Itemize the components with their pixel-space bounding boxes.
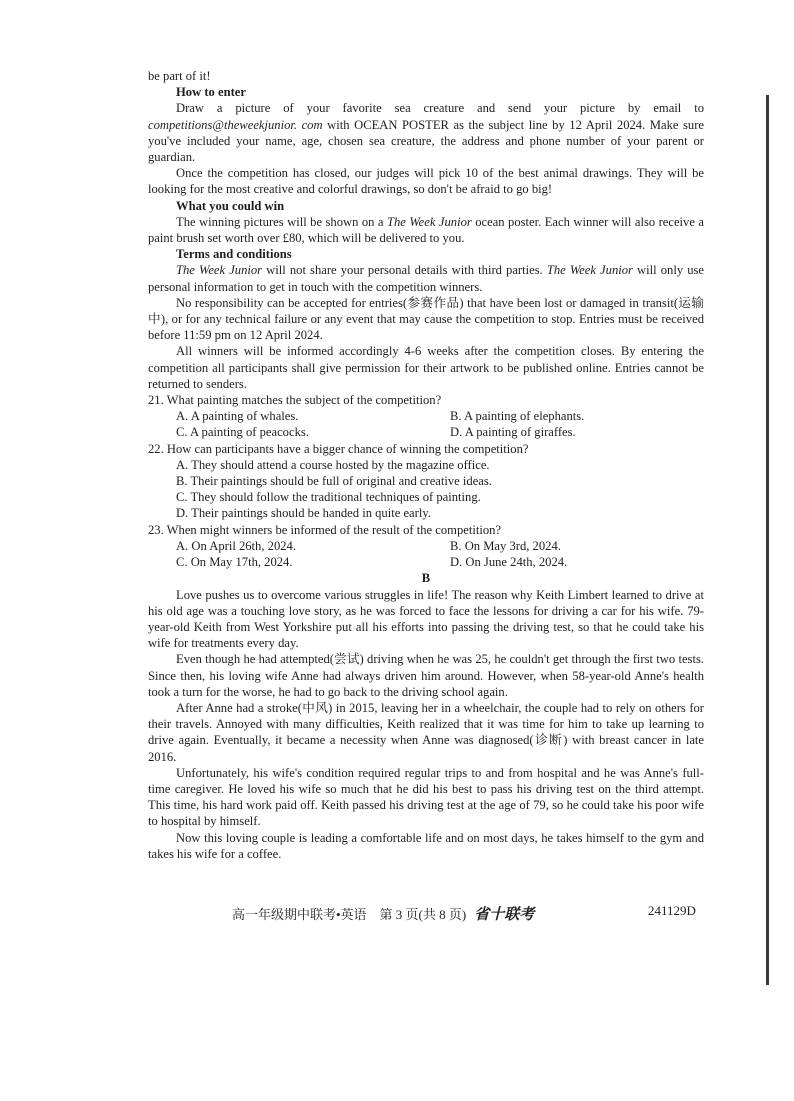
question-22-options xyxy=(148,457,704,522)
what-you-could-win-heading: What you could win xyxy=(176,198,285,213)
option: A. On April 26th, 2024. xyxy=(176,538,296,553)
competition-email: competitions@theweekjunior. com xyxy=(148,117,323,132)
option: C. On May 17th, 2024. xyxy=(176,555,293,570)
question-23-stem: 23. When might winners be informed of the result of the competition? xyxy=(148,522,502,537)
option: C. A painting of peacocks. xyxy=(176,425,309,440)
how-to-enter-paragraph-2: Once the competition has closed, our judges will pick 10 of the best animal drawings. They will be looking for the most creative and colorful drawings, so don't be afraid to go big! xyxy=(148,166,704,197)
scan-edge-line xyxy=(766,95,769,985)
question-21-options xyxy=(148,408,704,440)
option: D. On June 24th, 2024. xyxy=(450,555,568,570)
option: D. A painting of giraffes. xyxy=(450,425,576,440)
terms-heading: Terms and conditions xyxy=(176,247,292,262)
option: C. They should follow the traditional techniques of painting. xyxy=(176,490,481,505)
question-23-options xyxy=(148,538,704,570)
passage-b-paragraph: Love pushes us to overcome various struggles in life! The reason why Keith Limbert learned to drive at his old age was a touching love story, as he was forced to face the lessons for driving a car for his wife. 79-year-old Keith from West Yorkshire put all his efforts into passing the driving test, so that he could take his wife for treatments every day. xyxy=(148,587,704,651)
passage-b-paragraph: Now this loving couple is leading a comfortable life and on most days, he takes himself to the gym and takes his wife for a coffee. xyxy=(148,830,704,861)
option: A. A painting of whales. xyxy=(176,409,299,424)
question-21-stem: 21. What painting matches the subject of the competition? xyxy=(148,393,442,408)
option: B. On May 3rd, 2024. xyxy=(450,538,561,553)
option: D. Their paintings should be handed in quite early. xyxy=(176,506,431,521)
passage-b-paragraph: Even though he had attempted(尝试) driving when he was 25, he couldn't get through the first two tests. Since then, his loving wife Anne had always driven him around. However, when 58-year-old Anne's health took a turn for the worse, he had to go back to the driving school again. xyxy=(148,652,704,699)
passage-b-paragraph: After Anne had a stroke(中风) in 2015, leaving her in a wheelchair, the couple had to rely on others for their travels. Annoyed with many difficulties, Keith realized that it was time for him to take up learning to drive again. Eventually, it became a necessity when Anne was diagnosed(诊断) with breast cancer in late 2016. xyxy=(148,700,704,764)
how-to-enter-heading: How to enter xyxy=(176,85,246,100)
terms-paragraph-1: The Week Junior will not share your personal details with third parties. The Week Junior will only use personal information to get in touch with the competition winners. xyxy=(148,263,705,294)
option: B. A painting of elephants. xyxy=(450,409,585,424)
option: B. Their paintings should be full of original and creative ideas. xyxy=(176,474,492,489)
page-footer xyxy=(232,903,712,924)
footer-exam-code: 241129D xyxy=(648,903,696,918)
how-to-enter-paragraph-1: Draw a picture of your favorite sea creature and send your picture by email to competitions@theweekjunior. com with OCEAN POSTER as the subject line by 12 April 2024. Make sure you've included your name, age, chosen sea creature, the address and phone number of your parent or guardian. xyxy=(148,101,705,165)
passage-b-paragraph: Unfortunately, his wife's condition required regular trips to and from hospital and he was Anne's full-time caregiver. He loved his wife so much that he did his best to pass his driving test on the third attempt. This time, his hard work paid off. Keith passed his driving test at the age of 79, so he could take his poor wife to hospital by himself. xyxy=(148,765,704,829)
option: A. They should attend a course hosted by the magazine office. xyxy=(176,457,490,472)
intro-tail: be part of it! xyxy=(148,69,211,83)
footer-page-info: 高一年级期中联考•英语 第 3 页(共 8 页) xyxy=(232,907,467,922)
exam-page xyxy=(148,68,704,862)
footer-brand-logo: 省十联考 xyxy=(474,907,535,923)
prize-paragraph: The winning pictures will be shown on a The Week Junior ocean poster. Each winner will also receive a paint brush set worth over £80, which will be delivered to you. xyxy=(148,214,704,246)
section-b-label: B xyxy=(421,571,431,586)
terms-paragraph-2: No responsibility can be accepted for entries(参赛作品) that have been lost or damaged in transit(运输中), or for any technical failure or any event that may cause the competition to stop. Entries must be received before 11:59 pm on 12 April 2024. xyxy=(148,295,704,343)
terms-paragraph-3: All winners will be informed accordingly 4-6 weeks after the competition closes. By entering the competition all participants shall give permission for their artwork to be published online. Entries cannot be returned to senders. xyxy=(148,344,704,391)
question-22-stem: 22. How can participants have a bigger chance of winning the competition? xyxy=(148,441,529,456)
